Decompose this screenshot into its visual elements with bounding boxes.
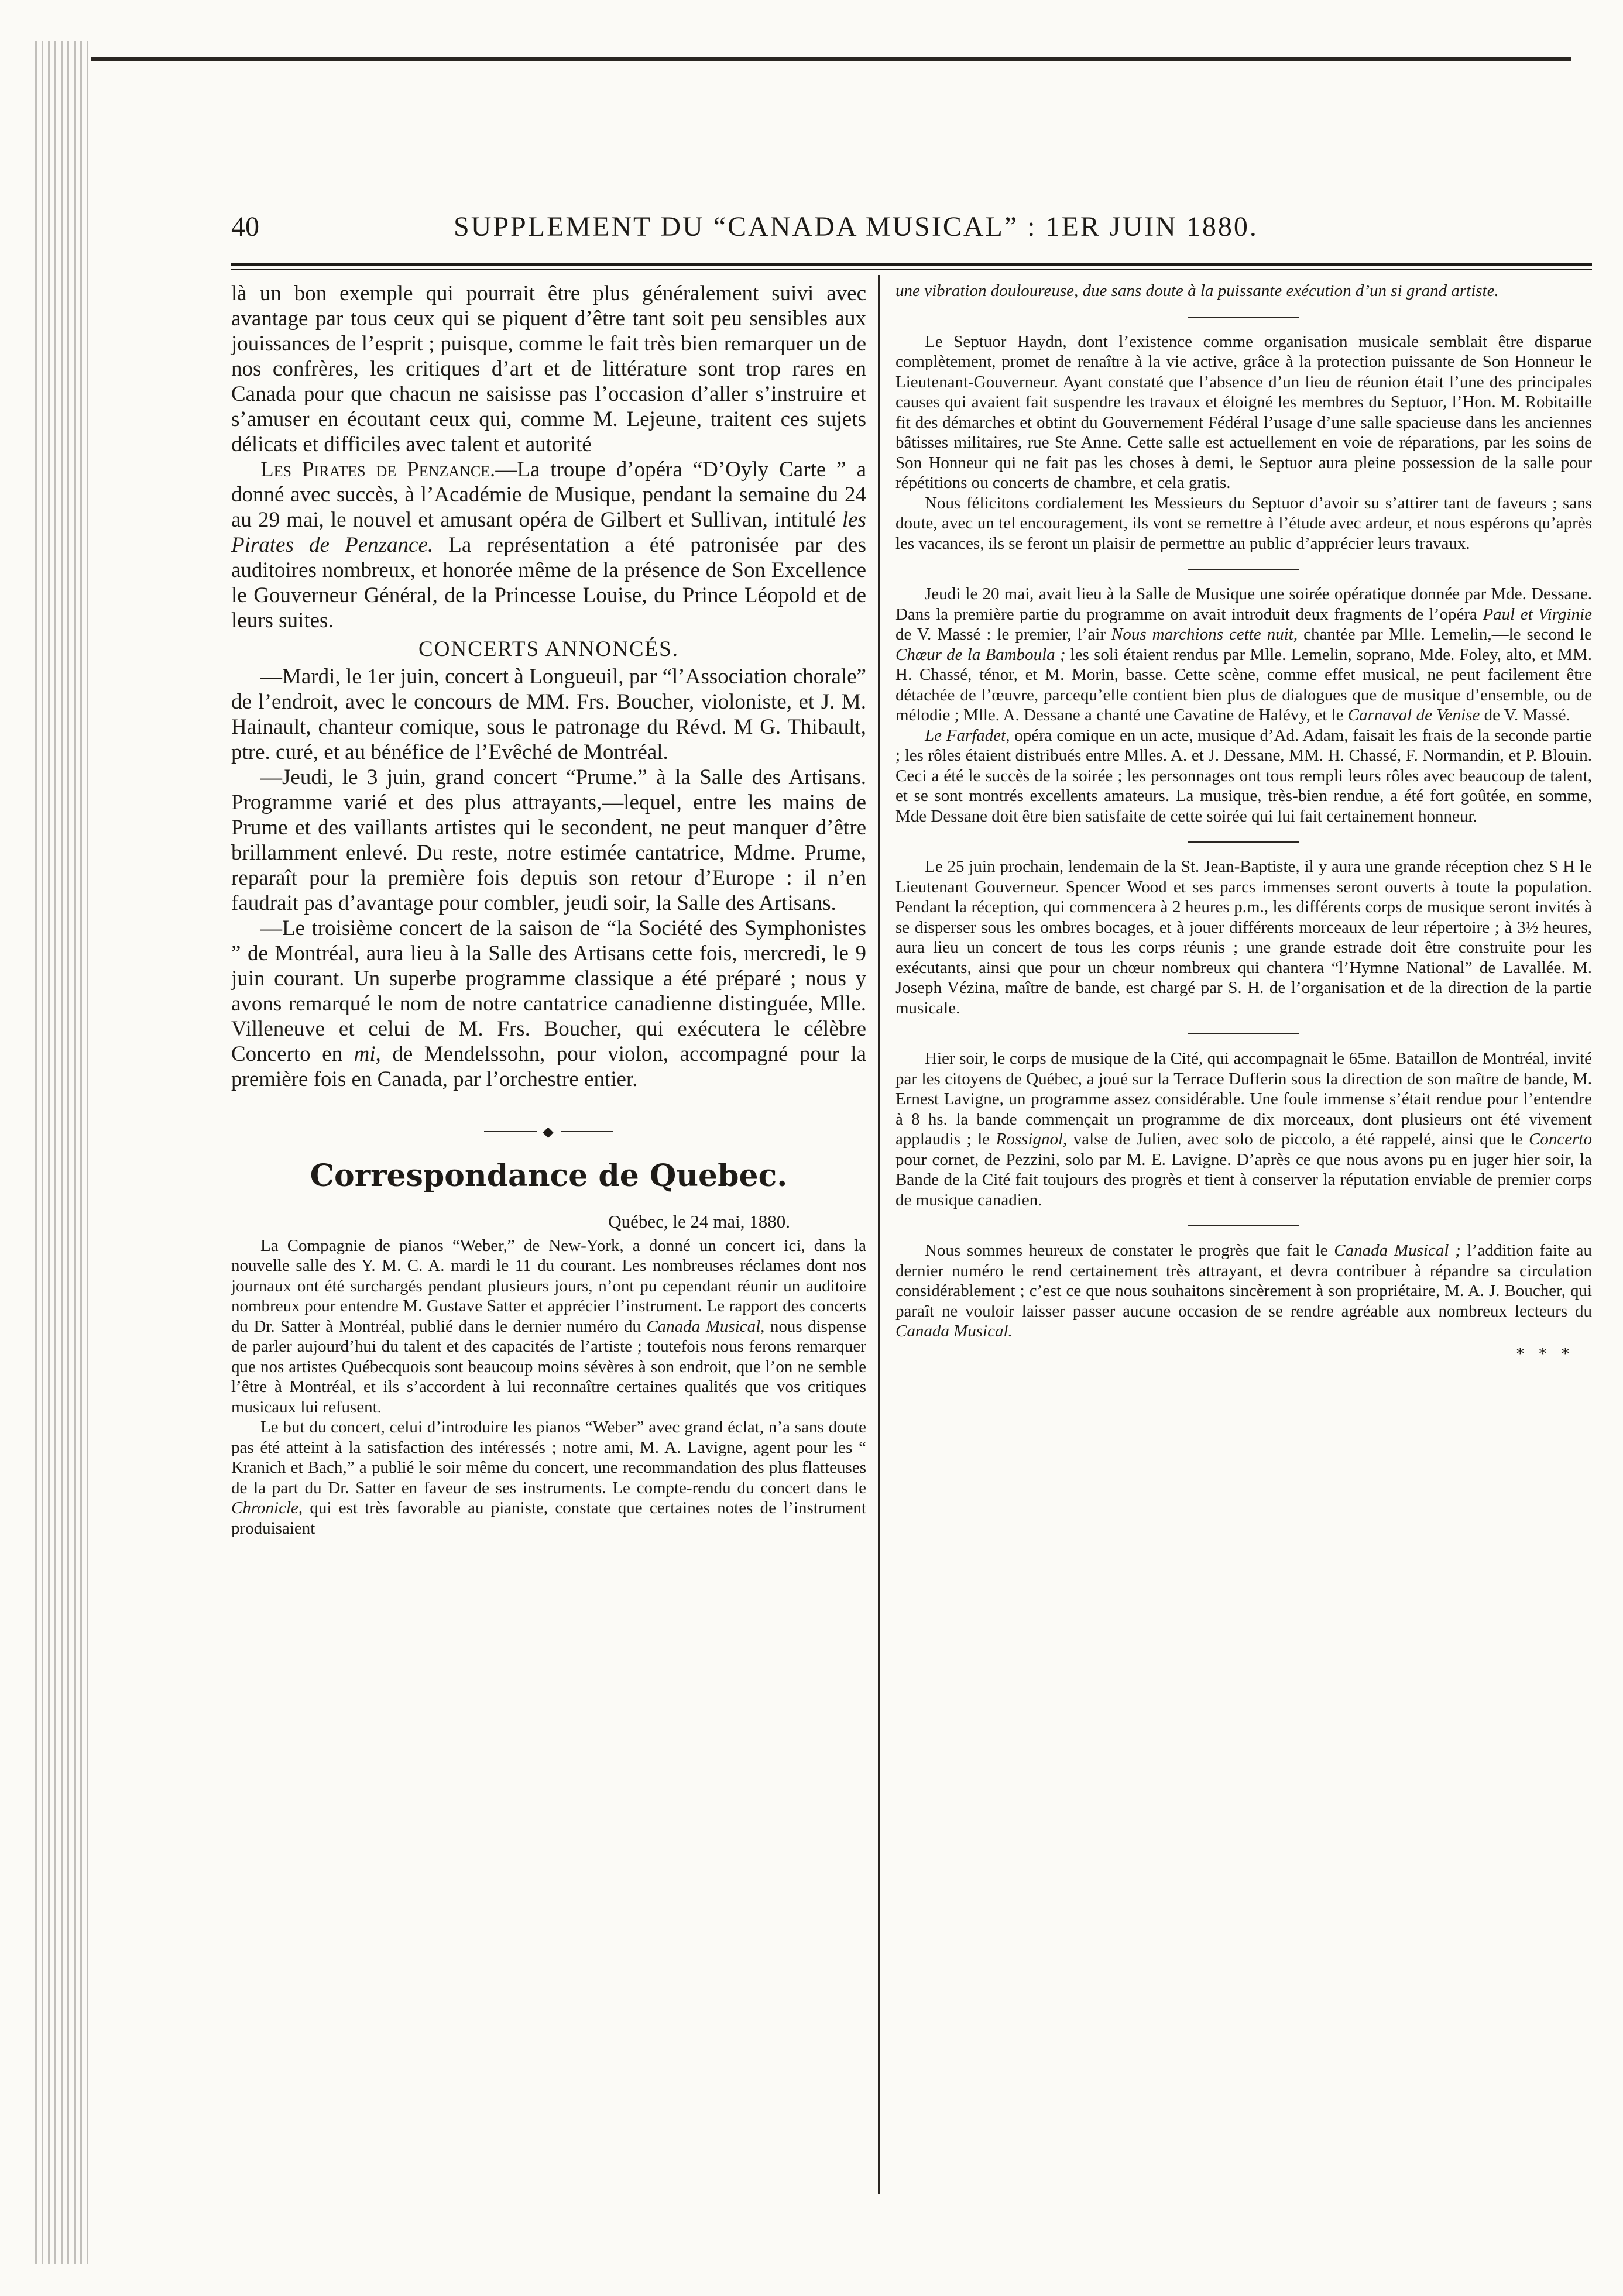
vibration-text: une vibration douloureuse, due sans doute à la puissante exécution d’un si grand artiste. — [895, 281, 1499, 300]
pirates-title: les Pirates de Penzance. — [231, 508, 866, 557]
short-rule — [1188, 1033, 1299, 1034]
concerto-cornet: Concerto — [1529, 1130, 1592, 1149]
goal-chronicle: Chronicle, — [231, 1498, 303, 1518]
header-rule — [231, 263, 1592, 266]
column-divider — [878, 275, 880, 2194]
dessane-text-c: chantée par Mlle. Lemelin,—le second le — [1298, 625, 1593, 644]
paragraph-concert-goal — [231, 1417, 866, 1538]
dateline: Québec, le 24 mai, 1880. — [608, 1211, 790, 1232]
concert-symphonistes — [231, 916, 866, 1092]
pirates-text-b: La représentation a été patronisée par des auditoires nombreux, et honorée même de la présence de Son Excellence le Gouverneur Général, de la Princesse Louise, du Prince Léopold et de leurs suites. — [231, 533, 866, 633]
concert-longueuil: —Mardi, le 1er juin, concert à Longueuil, par “l’Association chorale” de l’endroit, avec le concours de MM. Frs. Boucher, violoniste, et J. M. Hainault, chanteur comique, sous le patronage du Révd. M G. Thibault, ptre. curé, et au bénéfice de l’Evêché de Montréal. — [231, 665, 866, 764]
left-column — [231, 281, 866, 1538]
paragraph-reception: Le 25 juin prochain, lendemain de la St. Jean-Baptiste, il y aura une grande réception chez S H le Lieutenant Gouverneur. Spencer Wood et ses parcs immenses seront ouverts à toute la population. Pendant la réception, qui commencera à 2 heures p.m., les différents corps de musique seront invités à se disperser sous les ombres bocages, et à jouer différents morceaux de leur répertoire ; à 3½ heures, aura lieu un concert de tous les corps réunis ; une grande estrade doit être construite pour les exécutants, ainsi que pour un chœur nombreux qui chantera “l’Hymne National” de Lavallée. M. Joseph Vézina, maître de bande, est chargé par S. H. de l’organisation et de la direction de la partie musicale. — [895, 857, 1592, 1018]
running-head: SUPPLEMENT DU “CANADA MUSICAL” : 1ER JUIN 1880. — [454, 211, 1258, 242]
correspondance-title: Correspondance de Quebec. — [310, 1157, 788, 1194]
paragraph-dessane — [895, 584, 1592, 726]
progres-canada-musical-2: Canada Musical. — [895, 1322, 1013, 1341]
pirates-heading: Les Pirates de Penzance. — [260, 458, 496, 482]
short-rule — [1188, 1225, 1299, 1226]
paragraph-weber — [231, 1236, 866, 1418]
weber-text-b: nous dispense de parler aujourd’hui du talent et des capacités de l’artiste ; toutefois nous ferons remarquer que nos artistes Québecquois sont beaucoup moins sévères à son endroit, que l’on ne semble l’être à Montréal, et ils s’accordent à lui reconnaître certaines qualités que vos critiques musicaux lui refusent. — [231, 1317, 866, 1417]
paragraph-septuor: Le Septuor Haydn, dont l’existence comme organisation musicale semblait être disparue complètement, promet de renaître à la vie active, grâce à la protection puissante de Son Honneur le Lieutenant-Gouverneur. Ayant constaté que l’absence d’un lieu de réunion était l’une des principales causes qui avaient fait suspendre les travaux et éloigné les membres du Septuor, l’Hon. M. Robitaille fit des démarches et obtint du Gouvernement Fédéral l’usage d’une salle spacieuse dans les anciennes bâtisses militaires, rue Ste Anne. Cette salle est actuellement en voie de réparations, par les soins de Son Honneur qui ne fait pas les choses à demi, le Septuor aura pleine possession de la salle pour répétitions ou concerts de chambre, et cela gratis. — [895, 332, 1592, 492]
weber-canada-musical: Canada Musical, — [646, 1317, 765, 1336]
short-rule — [1188, 317, 1299, 318]
page-number: 40 — [231, 211, 259, 242]
valse-rossignol: Rossignol, — [996, 1130, 1068, 1149]
paragraph-vibration — [895, 281, 1592, 301]
concert-prume: —Jeudi, le 3 juin, grand concert “Prume.” à la Salle des Artisans. Programme varié et des plus attrayants,—lequel, entre les mains de Prume et des vaillants artistes qui le secondent, ne peut manquer d’être brillamment enlevé. Du reste, notre estimée cantatrice, Mdme. Prume, reparaît pour la première fois depuis son retour d’Europe : il n’en faudrait pas d’avantage pour combler, jeudi soir, la Salle des Artisans. — [231, 765, 866, 915]
scan-margin-marks — [35, 41, 91, 2264]
short-rule — [1188, 569, 1299, 570]
paragraph-felicitations: Nous félicitons cordialement les Messieurs du Septuor d’avoir su s’attirer tant de faveurs ; sans doute, avec un tel encouragement, ils vont se remettre à l’étude avec ardeur, et nous espérons qu’après les vacances, ils se feront un plaisir de permettre au public d’apprécier leurs travaux. — [895, 493, 1592, 553]
opera-farfadet: Le Farfadet, — [925, 726, 1010, 745]
ornament-divider: ◆ — [231, 1121, 866, 1140]
correspondance-body — [231, 1236, 866, 1539]
symphonistes-key: mi — [354, 1042, 376, 1066]
dessane-text-d: les soli étaient rendus par Mlle. Lemelin, soprano, Mde. Foley, alto, et MM. H. Chassé, ténor, et M. Morin, basse. Cette scène, comme effet musical, ne peut facilement être détachée de l’œuvre, parcequ’elle contient bien plus de dialogues que de musique d’ensemble, ou de mélodie ; Mlle. A. Dessane a chanté une Cavatine de Halévy, et le — [895, 645, 1592, 724]
dessane-text-e: de V. Massé. — [1480, 706, 1570, 724]
bande-text-b: valse de Julien, avec solo de piccolo, a été rappelé, ainsi que le — [1067, 1130, 1529, 1149]
bande-text-a: Hier soir, le corps de musique de la Cité, qui accompagnait le 65me. Bataillon de Montréal, invité par les citoyens de Québec, a joué sur la Terrace Dufferin sous la direction de son maître de bande, M. Ernest Lavigne, un programme assez considérable. Une foule immense s’était rendue pour l’entendre à 8 hs. la bande commençait un programme de dix morceaux, dont plusieurs ont été vivement applaudis ; le — [895, 1049, 1592, 1149]
symphonistes-text-a: —Le troisième concert de la saison de “la Société des Symphonistes ” de Montréal, aura lieu à la Salle des Artisans cette fois, mercredi, le 9 juin courant. Un superbe programme classique a été préparé ; nous y avons remarqué le nom de notre cantatrice canadienne distinguée, Mlle. Villeneuve et celui de M. Frs. Boucher, qui exécutera le célèbre Concerto en — [231, 916, 866, 1066]
paragraph-farfadet — [895, 726, 1592, 827]
bande-text-c: pour cornet, de Pezzini, solo par M. E. Lavigne. D’après ce que nous avons pu en juger hier soir, la Bande de la Cité fait toujours des progrès et tient à conserver la réputation enviable de premier corps de musique canadien. — [895, 1150, 1592, 1209]
paragraph-conference: là un bon exemple qui pourrait être plus généralement suivi avec avantage par tous ceux qui se piquent d’être tant soit peu sensibles aux jouissances de l’esprit ; puisque, comme le fait très bien remarquer un de nos confrères, les critiques d’art et de littérature sont trop rares en Canada pour que chacun ne saisisse pas l’occasion d’aller s’instruire et s’amuser en écoutant ceux qui, comme M. Lejeune, traitent ces sujets délicats et difficiles avec talent et autorité — [231, 281, 866, 456]
opera-paul-virginie: Paul et Virginie — [1483, 604, 1592, 624]
goal-text-b: qui est très favorable au pianiste, constate que certaines notes de l’instrument produisaient — [231, 1498, 866, 1538]
paragraph-progres — [895, 1240, 1592, 1342]
weber-text-a: La Compagnie de pianos “Weber,” de New-York, a donné un concert ici, dans la nouvelle salle des Y. M. C. A. mardi le 11 du courant. Les nombreuses réclames dont nos journaux ont été surchargés pendant plusieurs jours, n’ont pu cependant réunir un auditoire nombreux pour entendre M. Gustave Satter et apprécier l’instrument. Le rapport des concerts du Dr. Satter à Montréal, publié dans le dernier numéro du — [231, 1236, 866, 1336]
pirates-text-a: —La troupe d’opéra “D’Oyly Carte ” a donné avec succès, à l’Académie de Musique, pendant la semaine du 24 au 29 mai, le nouvel et amusant opéra de Gilbert et Sullivan, intitulé — [231, 458, 866, 532]
symphonistes-text-b: , de Mendelssohn, pour violon, accompagné pour la première fois en Canada, par l’orchestre entier. — [231, 1042, 867, 1091]
header-rule-thin — [231, 269, 1592, 270]
goal-text-a: Le but du concert, celui d’introduire les pianos “Weber” avec grand éclat, n’a sans doute pas été atteint à la satisfaction des intéressés ; notre ami, M. A. Lavigne, agent pour les “ Kranich et Bach,” a publié le soir même du concert, une recommandation des plus flatteuses de la part du Dr. Satter en faveur de ses instruments. Le compte-rendu du concert dans le — [231, 1418, 866, 1497]
signature-asterisks: * * * — [1516, 1343, 1574, 1363]
right-column — [895, 281, 1592, 1364]
air-nous-marchions: Nous marchions cette nuit, — [1111, 625, 1298, 644]
paragraph-pirates — [231, 457, 866, 633]
carnaval-venise: Carnaval de Venise — [1347, 706, 1480, 724]
top-border-rule — [91, 57, 1571, 61]
dessane-text-b: de V. Massé : le premier, l’air — [895, 625, 1111, 644]
page-header — [231, 211, 1326, 257]
paragraph-bande-cite — [895, 1049, 1592, 1210]
progres-text-a: Nous sommes heureux de constater le progrès que fait le — [925, 1241, 1334, 1260]
farfadet-text: opéra comique en un acte, musique d’Ad. Adam, faisait les frais de la seconde partie ; les rôles étaient distribués entre Mlles. A. et J. Dessane, MM. H. Chassé, F. Normandin, et P. Blouin. Ceci a été le succès de la soirée ; les personnages ont tous rempli leurs rôles avec beaucoup de talent, et se sont montrés excellents amateurs. La musique, très-bien rendue, a été fort goûtée, en somme, Mde Dessane doit être bien satisfaite de cette soirée qui lui fait certainement honneur. — [895, 726, 1592, 826]
short-rule — [1188, 841, 1299, 843]
progres-canada-musical: Canada Musical ; — [1334, 1241, 1461, 1260]
concerts-heading: CONCERTS ANNONCÉS. — [418, 637, 679, 661]
progres-text-b: l’addition faite au dernier numéro le rend certainement très attrayant, et devra contribuer à répandre sa circulation considérablement ; c’est ce que nous souhaitons sincèrement à son propriétaire, M. A. J. Boucher, qui paraît ne vouloir laisser passer aucune occasion de se rendre agréable aux nombreux lecteurs du — [895, 1241, 1592, 1321]
choeur-bamboula: Chœur de la Bamboula ; — [895, 645, 1066, 664]
dessane-text-a: Jeudi le 20 mai, avait lieu à la Salle de Musique une soirée opératique donnée par Mde. Dessane. Dans la première partie du programme on avait introduit deux fragments de l’opéra — [895, 585, 1592, 624]
